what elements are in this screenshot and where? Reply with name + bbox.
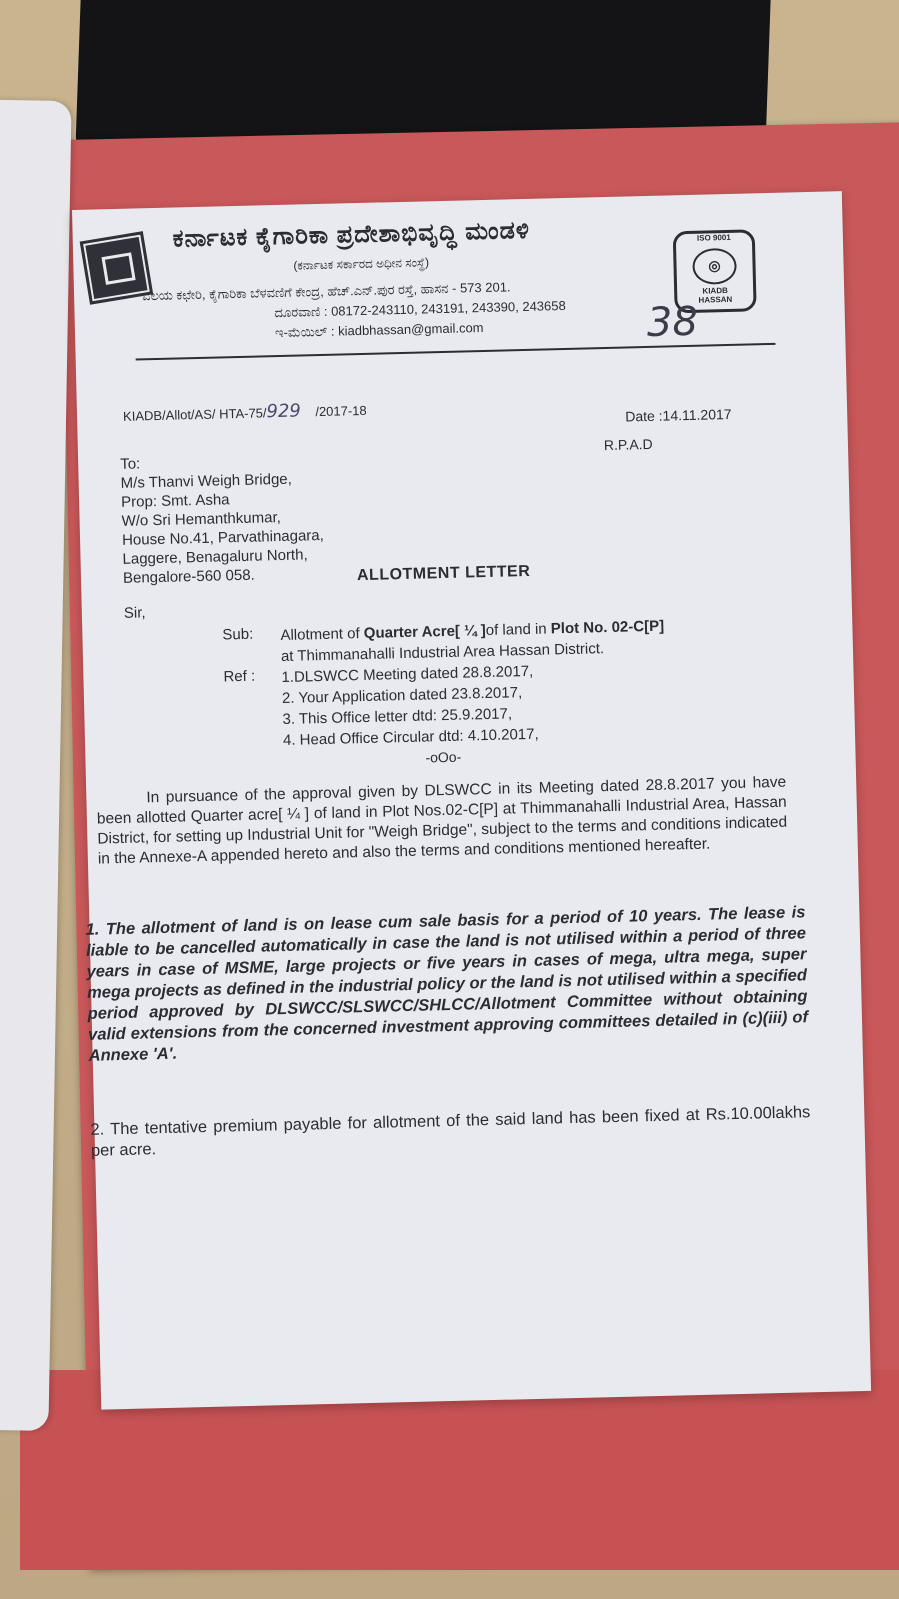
subject-text: Allotment of Quarter Acre[ ¼ ]of land in Plot No. 02-C[P] at Thimmanahalli Industrial Area Hassan District. — [280, 617, 665, 666]
org-address: ವಲಯ ಕಛೇರಿ, ಕೈಗಾರಿಕಾ ಬೆಳವಣಿಗೆ ಕೇಂದ್ರ, ಹೆಚ್.ಎನ್.ಪುರ ರಸ್ತೆ, ಹಾಸನ - 573 201. — [141, 279, 511, 304]
org-email: ಇ-ಮೆಯಿಲ್ : kiadbhassan@gmail.com — [274, 319, 484, 341]
condition-2: 2. The tentative premium payable for allotment of the said land has been fixed at Rs.10.00lakhs per acre. — [90, 1103, 811, 1160]
subject-label: Sub: — [222, 625, 254, 644]
separator: -oOo- — [425, 748, 462, 766]
kiadb-logo — [83, 235, 150, 302]
delivery-mode: R.P.A.D — [603, 435, 653, 454]
reference-item: 4. Head Office Circular dtd: 4.10.2017, — [282, 725, 539, 750]
references-list — [281, 661, 539, 751]
handwritten-page-number: 38 — [646, 298, 699, 346]
iso-seal: ISO 9001 ◎ KIADB HASSAN — [673, 229, 757, 313]
body-paragraph: In pursuance of the approval given by DLSWCC in its Meeting dated 28.8.2017 you have been allotted Quarter acre[ ¼ ] of land in Plot Nos.02-C[P] at Thimmanahalli Industrial Area, Hassan District, for setting up Industrial Unit for "Weigh Bridge", subject to the terms and conditions indicated in the Annexe-A appended hereto and also the terms and conditions mentioned hereafter. — [96, 773, 788, 868]
reference-item: 1.DLSWCC Meeting dated 28.8.2017, — [281, 662, 534, 687]
org-phone: ದೂರವಾಣಿ : 08172-243110, 243191, 243390, 243658 — [274, 297, 566, 321]
iso-icon: ◎ — [692, 248, 737, 285]
letter-date: Date :14.11.2017 — [625, 405, 732, 425]
reference-item: 3. This Office letter dtd: 25.9.2017, — [282, 705, 513, 729]
allotment-letter-page — [72, 191, 871, 1409]
org-name: ಕರ್ನಾಟಕ ಕೈಗಾರಿಕಾ ಪ್ರದೇಶಾಭಿವೃದ್ಧಿ ಮಂಡಳಿ — [172, 216, 531, 253]
org-subtitle: (ಕರ್ನಾಟಕ ಸರ್ಕಾರದ ಅಧೀನ ಸಂಸ್ಥೆ) — [293, 255, 430, 273]
references-label: Ref : — [223, 667, 256, 686]
condition-1: 1. The allotment of land is on lease cum sale basis for a period of 10 years. The lease is liable to be cancelled automatically in case the land is not utilised within a period of three years in case of MSME, large projects or five years in cases of mega, ultra mega, super mega projects as defined in the industrial policy or the land is not utilised within a specified period approved by DLSWCC/SLSWCC/SHLCC/Allotment Committee without obtaining valid extensions from the concerned investment approving committees detailed in (c)(iii) of Annexe 'A'. — [85, 903, 809, 1065]
letter-title: ALLOTMENT LETTER — [356, 562, 531, 585]
recipient-address: To: M/s Thanvi Weigh Bridge, Prop: Smt. Asha W/o Sri Hemanthkumar, House No.41, Parvathinagara, Laggere, Benagaluru North, Bengalore-560 058. — [120, 455, 325, 587]
salutation: Sir, — [123, 604, 146, 622]
letter-reference: KIADB/Allot/AS/ HTA-75/929 /2017-18 — [122, 400, 367, 424]
header-divider — [136, 343, 776, 361]
reference-item: 2. Your Application dated 23.8.2017, — [281, 684, 523, 708]
